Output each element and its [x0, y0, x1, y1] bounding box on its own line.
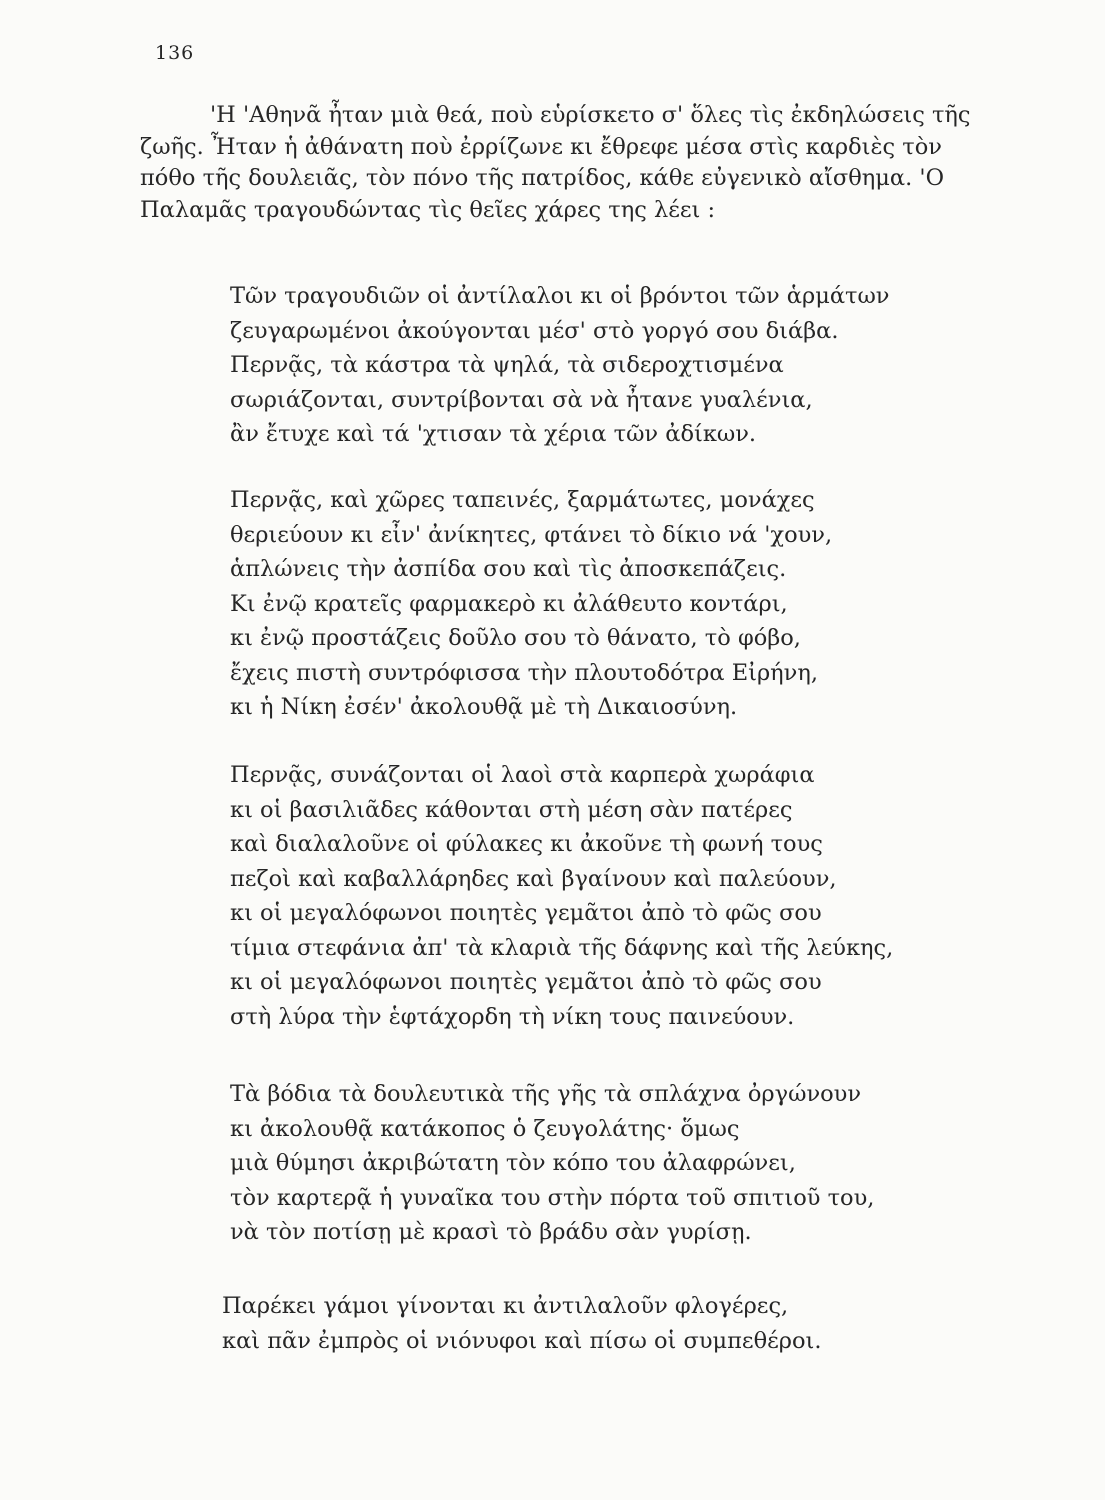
intro-paragraph: [140, 100, 1015, 226]
poem-line: ἂν ἔτυχε καὶ τά 'χτισαν τὰ χέρια τῶν ἀδίκων.: [230, 421, 757, 447]
poem-line: ἁπλώνεις τὴν ἀσπίδα σου καὶ τὶς ἀποσκεπάζεις.: [230, 556, 787, 582]
poem-line: στὴ λύρα τὴν ἑφτάχορδη τὴ νίκη τους παινεύουν.: [230, 1003, 795, 1030]
poem-line: τίμια στεφάνια ἀπ' τὰ κλαριὰ τῆς δάφνης καὶ τῆς λεύκης,: [230, 934, 894, 961]
poem-line: μιὰ θύμησι ἀκριβώτατη τὸν κόπο του ἀλαφρώνει,: [230, 1150, 796, 1176]
poem-stanza: [230, 758, 893, 1034]
poem-line: νὰ τὸν ποτίσῃ μὲ κρασὶ τὸ βράδυ σὰν γυρίσῃ.: [230, 1219, 752, 1245]
poem-stanza: [230, 483, 832, 725]
poem-line: κι οἱ μεγαλόφωνοι ποιητὲς γεμᾶτοι ἀπὸ τὸ φῶς σου: [230, 969, 822, 995]
poem-line: Τὰ βόδια τὰ δουλευτικὰ τῆς γῆς τὰ σπλάχνα ὀργώνουν: [230, 1081, 862, 1107]
poem-line: καὶ πᾶν ἐμπρὸς οἱ νιόνυφοι καὶ πίσω οἱ συμπεθέροι.: [222, 1327, 822, 1354]
poem-line: κι οἱ βασιλιᾶδες κάθονται στὴ μέση σὰν πατέρες: [230, 796, 793, 823]
poem-line: τὸν καρτερᾷ ἡ γυναῖκα του στὴν πόρτα τοῦ σπιτιοῦ του,: [230, 1184, 875, 1211]
poem-line: Τῶν τραγουδιῶν οἱ ἀντίλαλοι κι οἱ βρόντοι τῶν ἁρμάτων: [230, 283, 890, 309]
intro-line: πόθο τῆς δουλειᾶς, τὸν πόνο τῆς πατρίδος, κάθε εὐγενικὸ αἴσθημα. 'Ο: [140, 165, 945, 191]
intro-line: 'Η 'Αθηνᾶ ἦταν μιὰ θεά, ποὺ εὑρίσκετο σ' ὅλες τὶς ἐκδηλώσεις τῆς: [210, 102, 971, 128]
poem-line: κι ἀκολουθᾷ κατάκοπος ὁ ζευγολάτης· ὅμως: [230, 1115, 740, 1142]
poem-line: Περνᾷς, συνάζονται οἱ λαοὶ στὰ καρπερὰ χωράφια: [230, 762, 815, 788]
poem-line: πεζοὶ καὶ καβαλλάρηδες καὶ βγαίνουν καὶ παλεύουν,: [230, 865, 837, 892]
intro-line: ζωῆς. Ἦταν ἡ ἀθάνατη ποὺ ἐρρίζωνε κι ἔθρεφε μέσα στὶς καρδιὲς τὸν: [140, 133, 942, 160]
poem-stanza: [222, 1289, 822, 1358]
poem-line: Κι ἐνῷ κρατεῖς φαρμακερὸ κι ἀλάθευτο κοντάρι,: [230, 590, 788, 617]
poem-line: ἔχεις πιστὴ συντρόφισσα τὴν πλουτοδότρα Εἰρήνη,: [230, 659, 818, 686]
poem-stanza: [230, 279, 890, 452]
poem-line: Περνᾷς, καὶ χῶρες ταπεινές, ξαρμάτωτες, μονάχες: [230, 487, 815, 513]
poem-stanza: [230, 1077, 874, 1250]
poem-line: Παρέκει γάμοι γίνονται κι ἀντιλαλοῦν φλογέρες,: [222, 1293, 789, 1319]
poem-line: Περνᾷς, τὰ κάστρα τὰ ψηλά, τὰ σιδεροχτισμένα: [230, 352, 784, 378]
poem-line: ζευγαρωμένοι ἀκούγονται μέσ' στὸ γοργό σου διάβα.: [230, 317, 839, 344]
poem-line: κι ἐνῷ προστάζεις δοῦλο σου τὸ θάνατο, τὸ φόβο,: [230, 625, 801, 651]
page-number: 136: [155, 42, 195, 64]
poem-line: κι οἱ μεγαλόφωνοι ποιητὲς γεμᾶτοι ἀπὸ τὸ φῶς σου: [230, 900, 822, 926]
poem-line: θεριεύουν κι εἶν' ἀνίκητες, φτάνει τὸ δίκιο νά 'χουν,: [230, 521, 833, 548]
poem-line: κι ἡ Νίκη ἐσέν' ἀκολουθᾷ μὲ τὴ Δικαιοσύνη.: [230, 694, 738, 720]
poem-line: σωριάζονται, συντρίβονται σὰ νὰ ἦτανε γυαλένια,: [230, 386, 813, 413]
intro-line: Παλαμᾶς τραγουδώντας τὶς θεῖες χάρες της λέει :: [140, 196, 716, 223]
poem-line: καὶ διαλαλοῦνε οἱ φύλακες κι ἀκοῦνε τὴ φωνή τους: [230, 831, 823, 857]
